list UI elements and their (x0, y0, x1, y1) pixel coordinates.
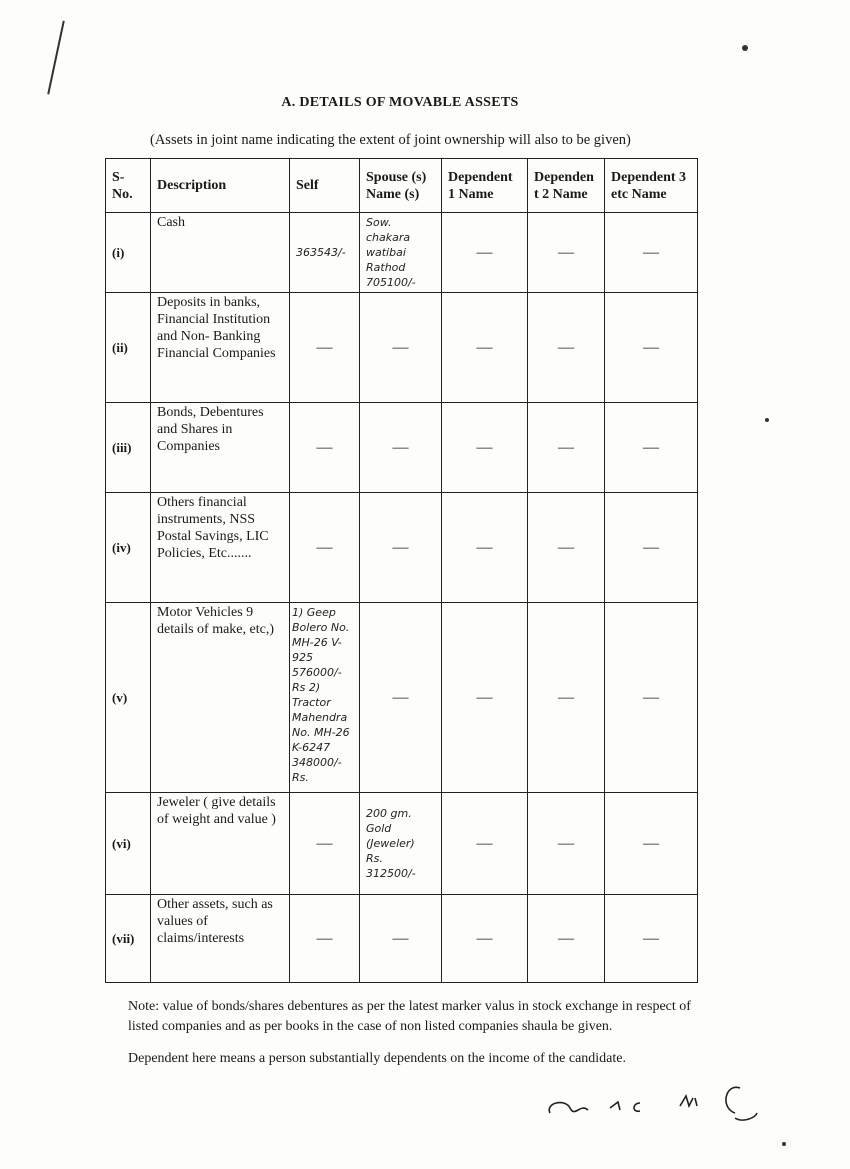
header-spouse: Spouse (s) Name (s) (360, 159, 442, 213)
page-subtitle: (Assets in joint name indicating the extent of joint ownership will also to be given) (150, 132, 631, 148)
dependent-2-value: — (528, 895, 605, 983)
sno: (vii) (106, 895, 151, 983)
valuation-note: Note: value of bonds/shares debentures as per the latest marker valus in stock exchange in respect of listed companies and as per books in the case of non listed companies shaula be given. (128, 999, 691, 1034)
spouse-value: Sow. chakara watibai Rathod 705100/- (360, 213, 442, 293)
sno: (iv) (106, 493, 151, 603)
scan-speck (742, 45, 748, 51)
dependent-2-value: — (528, 793, 605, 895)
table-row (106, 793, 698, 895)
scan-speck (765, 418, 769, 422)
table-row (106, 403, 698, 493)
dependent-3-value: — (605, 493, 698, 603)
dependent-1-value: — (442, 793, 528, 895)
dependent-1-value: — (442, 213, 528, 293)
spouse-value: — (360, 493, 442, 603)
table-row (106, 213, 698, 293)
spouse-value: 200 gm. Gold (Jeweler) Rs. 312500/- (360, 793, 442, 895)
dependent-note: Dependent here means a person substantially dependents on the income of the candidate. (128, 1051, 626, 1066)
dependent-3-value: — (605, 603, 698, 793)
self-value: — (290, 403, 360, 493)
table-header-row (106, 159, 698, 213)
table-row (106, 603, 698, 793)
description: Others financial instruments, NSS Postal Savings, LIC Policies, Etc....... (151, 493, 290, 603)
movable-assets-table (105, 158, 698, 983)
header-dependent-3: Dependent 3 etc Name (605, 159, 698, 213)
self-value: — (290, 793, 360, 895)
self-value: — (290, 493, 360, 603)
page-title: A. DETAILS OF MOVABLE ASSETS (281, 95, 519, 110)
spouse-value: — (360, 895, 442, 983)
description: Cash (151, 213, 290, 293)
dependent-2-value: — (528, 293, 605, 403)
spouse-value: — (360, 403, 442, 493)
header-dependent-1: Dependent 1 Name (442, 159, 528, 213)
table-row (106, 895, 698, 983)
description: Bonds, Debentures and Shares in Companies (151, 403, 290, 493)
dependent-1-value: — (442, 403, 528, 493)
sno: (i) (106, 213, 151, 293)
self-value: — (290, 895, 360, 983)
signature-icon (540, 1073, 780, 1133)
header-self: Self (290, 159, 360, 213)
table-row (106, 493, 698, 603)
description: Jeweler ( give details of weight and value ) (151, 793, 290, 895)
sno: (ii) (106, 293, 151, 403)
header-sno: S-No. (106, 159, 151, 213)
description: Other assets, such as values of claims/interests (151, 895, 290, 983)
dependent-2-value: — (528, 603, 605, 793)
dependent-3-value: — (605, 793, 698, 895)
table-row (106, 293, 698, 403)
dependent-1-value: — (442, 293, 528, 403)
sno: (v) (106, 603, 151, 793)
dependent-3-value: — (605, 213, 698, 293)
header-dependent-2: Dependent 2 Name (528, 159, 605, 213)
self-value: — (290, 293, 360, 403)
dependent-1-value: — (442, 895, 528, 983)
dependent-2-value: — (528, 213, 605, 293)
description: Deposits in banks, Financial Institution and Non- Banking Financial Companies (151, 293, 290, 403)
self-value: 363543/- (290, 213, 360, 293)
dependent-2-value: — (528, 493, 605, 603)
sno: (vi) (106, 793, 151, 895)
dependent-2-value: — (528, 403, 605, 493)
header-description: Description (151, 159, 290, 213)
dependent-3-value: — (605, 403, 698, 493)
sno: (iii) (106, 403, 151, 493)
self-value: 1) Geep Bolero No. MH-26 V-925 576000/- Rs 2) Tractor Mahendra No. MH-26 K-6247 348000/- Rs. (290, 603, 360, 793)
dependent-1-value: — (442, 493, 528, 603)
dependent-1-value: — (442, 603, 528, 793)
scan-speck (782, 1142, 786, 1146)
dependent-3-value: — (605, 895, 698, 983)
description: Motor Vehicles 9 details of make, etc,) (151, 603, 290, 793)
dependent-3-value: — (605, 293, 698, 403)
spouse-value: — (360, 293, 442, 403)
spouse-value: — (360, 603, 442, 793)
